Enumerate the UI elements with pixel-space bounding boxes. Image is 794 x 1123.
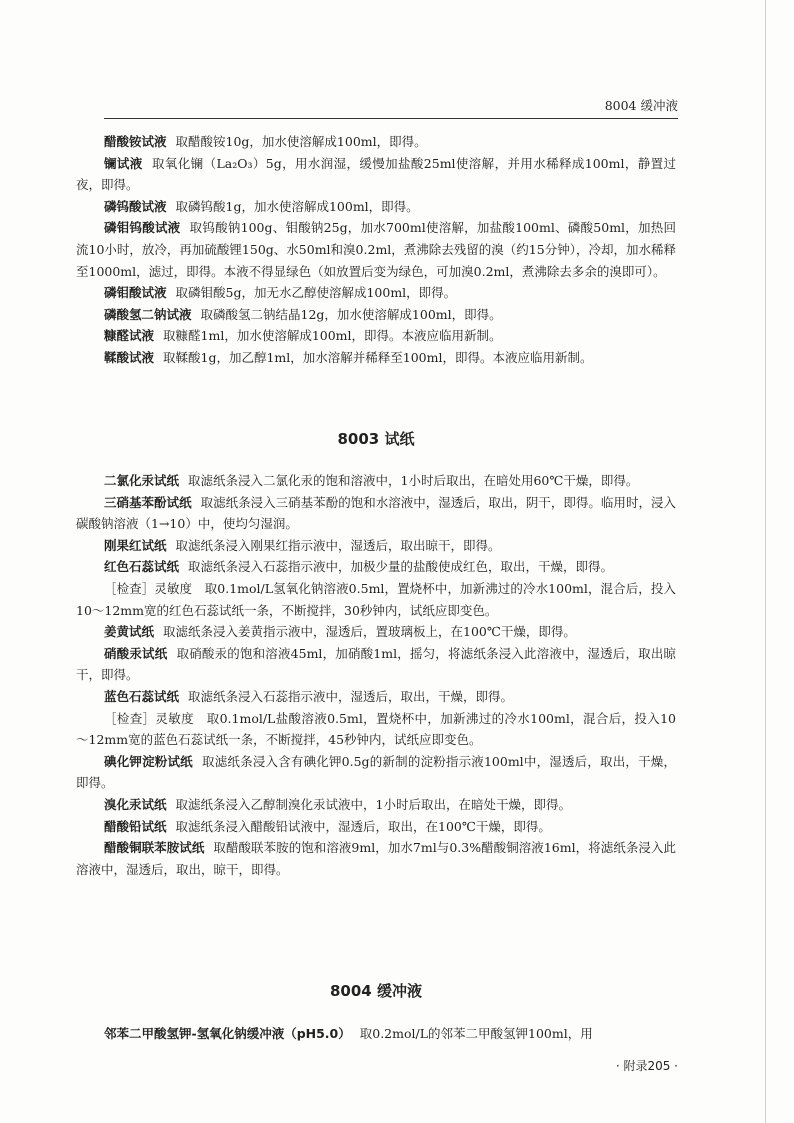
entry-paragraph	[76, 621, 676, 643]
entry-term: 镧试液	[104, 155, 143, 171]
entry-term: 三硝基苯酚试纸	[104, 494, 192, 510]
entry-term: 硝酸汞试纸	[104, 645, 168, 661]
buffer-list	[76, 1023, 676, 1045]
entry-paragraph	[76, 535, 676, 557]
entry-term: 二氯化汞试纸	[104, 473, 180, 488]
entry-body: ［检查］灵敏度 取0.1mol/L盐酸溶液0.5ml，置烧杯中，加新沸过的冷水100ml，混合后，投入10～12mm宽的蓝色石蕊试纸一条，不断搅拌，45秒钟内，试纸应即变色。	[76, 710, 676, 748]
entry-body: ［检查］灵敏度 取0.1mol/L氢氧化钠溶液0.5ml，置烧杯中，加新沸过的冷水100ml，混合后，投入10～12mm宽的红色石蕊试纸一条，不断搅拌，30秒钟内，试纸应即变色。	[76, 580, 676, 618]
entry-paragraph	[76, 837, 676, 880]
page-edge-line	[765, 0, 766, 1123]
entry-term: 红色石蕊试纸	[104, 559, 180, 575]
entry-body: 取滤纸条浸入含有碘化钾0.5g的新制的淀粉指示液100ml中，湿透后，取出，干燥，即得。	[76, 753, 676, 791]
entry-body: 取硝酸汞的饱和溶液45ml，加硝酸1ml，摇匀，将滤纸条浸入此溶液中，湿透后，取出晾干，即得。	[76, 645, 676, 683]
entry-body: 取滤纸条浸入刚果红指示液中，湿透后，取出晾干，即得。	[175, 537, 501, 553]
entry-term: 磷钨酸试液	[104, 198, 167, 214]
entry-paragraph	[76, 153, 676, 196]
running-header-title: 8004 缓冲液	[604, 98, 678, 113]
entry-paragraph	[76, 492, 676, 535]
entry-paragraph	[76, 751, 676, 794]
entry-paragraph	[76, 643, 676, 686]
entry-paragraph	[76, 794, 676, 816]
running-header	[104, 96, 678, 119]
entry-paragraph	[76, 304, 676, 326]
entry-paragraph	[76, 556, 676, 578]
entry-paragraph	[76, 686, 676, 708]
reagent-list	[76, 131, 676, 369]
entry-body: 取糠醛1ml，加水使溶解成100ml，即得。本液应临用新制。	[163, 328, 502, 344]
entry-paragraph	[76, 816, 676, 838]
entry-term: 磷钼钨酸试液	[104, 220, 181, 236]
entry-paragraph	[76, 217, 676, 282]
entry-body: 取滤纸条浸入石蕊指示液中，加极少量的盐酸使成红色，取出，干燥，即得。	[188, 559, 614, 575]
entry-term: 醋酸铅试纸	[104, 818, 167, 834]
entry-paragraph	[76, 282, 676, 304]
entry-body: 取磷酸氢二钠结晶12g，加水使溶解成100ml，即得。	[200, 306, 502, 322]
entry-paragraph	[76, 347, 676, 369]
entry-term: 磷酸氢二钠试液	[104, 306, 192, 322]
entry-body: 取滤纸条浸入乙醇制溴化汞试液中，1小时后取出，在暗处干燥，即得。	[175, 796, 571, 812]
entry-term: 邻苯二甲酸氢钾-氢氧化钠缓冲液（pH5.0）	[104, 1026, 351, 1041]
entry-term: 醋酸铵试液	[104, 134, 167, 149]
entry-body: 取滤纸条浸入三硝基苯酚的饱和水溶液中，湿透后，取出，阴干，即得。临用时，浸入碳酸钠溶液（1→10）中，使均匀湿润。	[76, 494, 676, 532]
entry-body: 取氧化镧（La₂O₃）5g，用水润湿，缓慢加盐酸25ml使溶解，并用水稀释成100ml，静置过夜，即得。	[76, 155, 676, 193]
entry-term: 鞣酸试液	[104, 349, 155, 365]
entry-body: 取滤纸条浸入二氯化汞的饱和溶液中，1小时后取出，在暗处用60℃干燥，即得。	[188, 473, 639, 488]
entry-term: 糠醛试液	[104, 328, 155, 344]
entry-paragraph	[76, 131, 676, 153]
entry-term: 姜黄试纸	[104, 624, 155, 640]
entry-term: 溴化汞试纸	[104, 796, 167, 812]
entry-body: 取磷钼酸5g，加无水乙醇使溶解成100ml，即得。	[175, 285, 457, 301]
entry-term: 蓝色石蕊试纸	[104, 688, 180, 704]
test-paper-list	[76, 470, 676, 880]
entry-paragraph	[76, 470, 676, 492]
entry-term: 碘化钾淀粉试纸	[104, 753, 193, 769]
entry-body: 取醋酸铵10g，加水使溶解成100ml，即得。	[175, 134, 427, 149]
section-heading-8003: 8003 试纸	[337, 430, 415, 448]
entry-term: 醋酸铜联苯胺试纸	[104, 840, 205, 856]
entry-body: 取滤纸条浸入醋酸铅试液中，湿透后，取出，在100℃干燥，即得。	[175, 818, 551, 834]
entry-paragraph	[76, 325, 676, 347]
check-paragraph	[76, 578, 676, 621]
check-paragraph	[76, 708, 676, 751]
entry-body: 取醋酸联苯胺的饱和溶液9ml，加水7ml与0.3%醋酸铜溶液16ml，将滤纸条浸入此溶液中，湿透后，取出，晾干，即得。	[76, 840, 676, 877]
page-number: · 附录205 ·	[615, 1059, 678, 1073]
entry-paragraph	[76, 196, 676, 218]
entry-body: 取钨酸钠100g、钼酸钠25g，加水700ml使溶解，加盐酸100ml、磷酸50ml，加热回流10小时，放冷，再加硫酸锂150g、水50ml和溴0.2ml，煮沸除去残留的溴（约15分钟），冷却，加水稀释至1000ml，滤过，即得。本液不得显绿色（如放置后变为绿色，可加溴0.2ml，煮沸除去多余的溴即可）。	[76, 220, 676, 279]
entry-body: 取滤纸条浸入姜黄指示液中，湿透后，置玻璃板上，在100℃干燥，即得。	[163, 624, 576, 640]
entry-body: 取鞣酸1g，加乙醇1ml，加水溶解并稀释至100ml，即得。本液应临用新制。	[163, 349, 593, 365]
entry-term: 刚果红试纸	[104, 537, 167, 553]
entry-paragraph	[76, 1023, 676, 1045]
section-heading-8004: 8004 缓冲液	[330, 982, 422, 1000]
entry-body: 取滤纸条浸入石蕊指示液中，湿透后，取出，干燥，即得。	[188, 688, 514, 704]
entry-term: 磷钼酸试液	[104, 285, 167, 301]
entry-body: 取0.2mol/L的邻苯二甲酸氢钾100ml，用	[359, 1026, 593, 1041]
entry-body: 取磷钨酸1g，加水使溶解成100ml，即得。	[175, 198, 419, 214]
